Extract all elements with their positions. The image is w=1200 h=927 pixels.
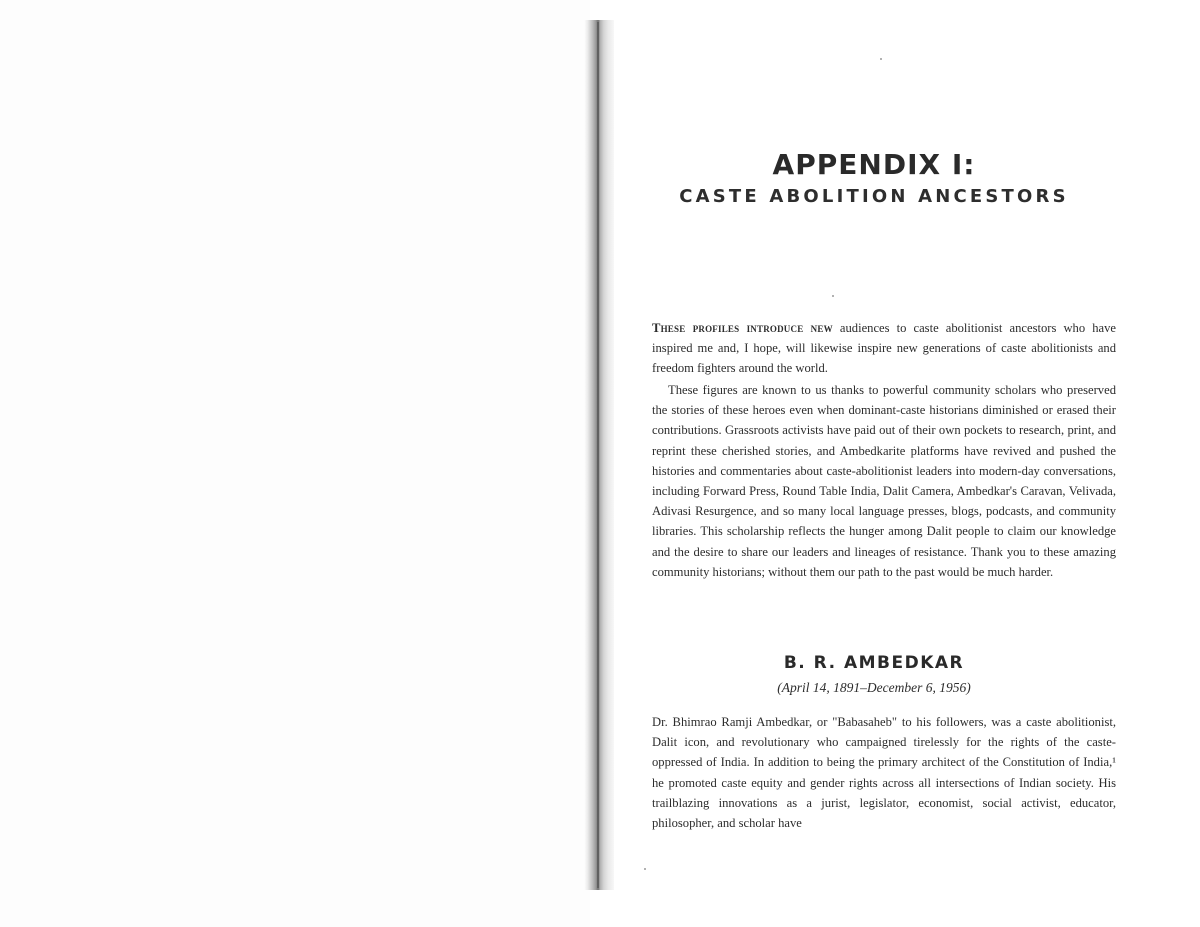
scan-speck [880, 58, 882, 60]
scan-speck [644, 868, 646, 870]
ambedkar-paragraph: Dr. Bhimrao Ramji Ambedkar, or "Babasaheb" to his followers, was a caste abolitionist, Dalit icon, and revolutionary who campaigned tirelessly for the rights of the caste-oppressed of India. In addition to being the primary architect of the Constitution of India,¹ he promoted caste equity and gender rights across all intersections of Indian society. His trailblazing innovations as a jurist, legislator, economist, social activist, educator, philosopher, and scholar have [652, 715, 1116, 831]
intro-lead-in: These profiles introduce new [652, 321, 833, 335]
intro-paragraph [652, 318, 1116, 379]
appendix-subtitle: CASTE ABOLITION ANCESTORS [679, 186, 1069, 207]
scan-speck [832, 295, 834, 297]
section-heading-ambedkar: B. R. AMBEDKAR [783, 653, 965, 673]
right-page [614, 0, 1200, 927]
community-scholars-paragraph: These figures are known to us thanks to powerful community scholars who preserved the stories of these heroes even when dominant-caste historians diminished or erased their contributions. Grassroots activists have paid out of their own pockets to research, print, and reprint these cherished stories, and Ambedkarite platforms have revived and pushed the histories and commentaries about caste-abolitionist leaders into modern-day conversations, including Forward Press, Round Table India, Dalit Camera, Ambedkar's Caravan, Velivada, Adivasi Resurgence, and so many local language presses, blogs, podcasts, and community libraries. This scholarship reflects the hunger among Dalit people to claim our knowledge and the desire to share our leaders and lineages of resistance. Thank you to these amazing community historians; without them our path to the past would be much harder. [652, 383, 1116, 579]
gutter-fold-line [597, 22, 599, 888]
appendix-title: APPENDIX I: [772, 148, 976, 181]
section-dates: (April 14, 1891–December 6, 1956) [777, 680, 971, 695]
left-page-blank [0, 0, 590, 927]
intro-rest: audiences to caste abolitionist ancestors who have inspired me and, I hope, will likewise inspire new generations of caste abolitionists and freedom fighters around the world. [652, 321, 1116, 376]
book-gutter [584, 20, 614, 890]
